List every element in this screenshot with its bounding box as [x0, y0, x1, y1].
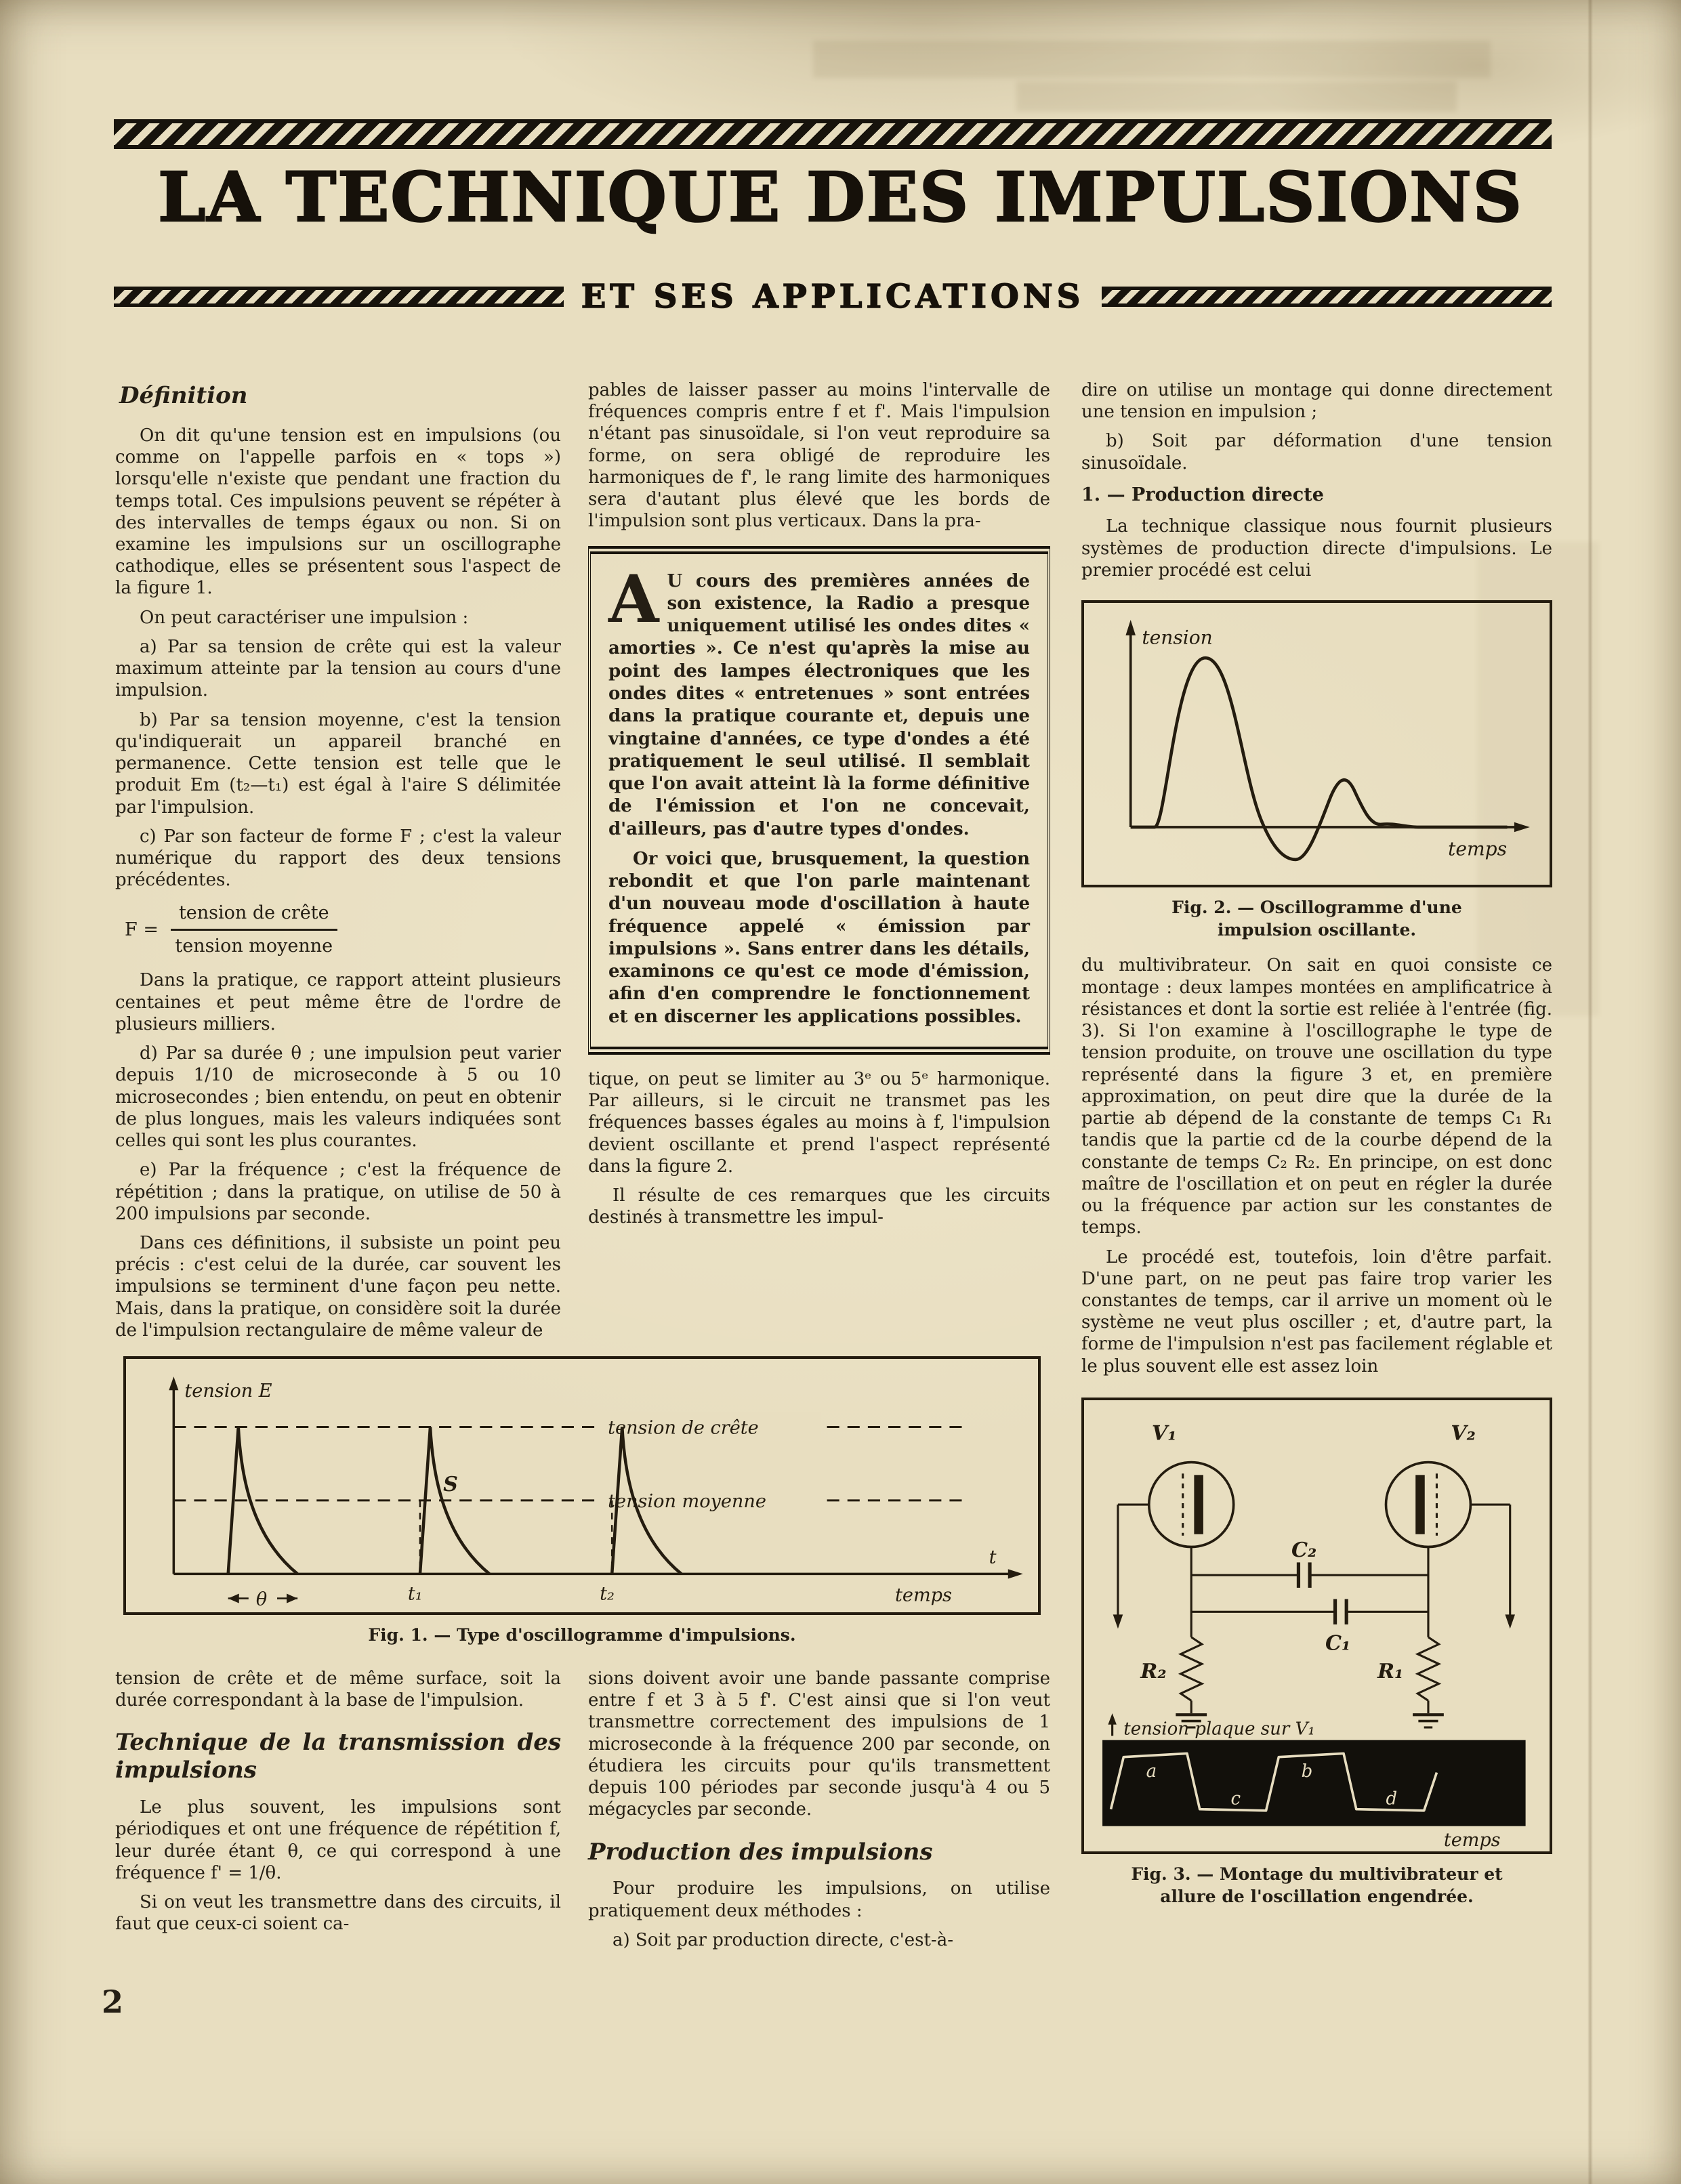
figure-1-caption: Fig. 1. — Type d'oscillogramme d'impulsions.	[368, 1624, 796, 1645]
multivibrator-circuit-diagram	[1084, 1400, 1550, 1851]
figure-2-frame	[1081, 600, 1552, 887]
formula-denominator: tension moyenne	[175, 935, 333, 957]
ground-symbol-right	[1413, 1715, 1444, 1727]
paragraph: d) Par sa durée θ ; une impulsion peut varier depuis 1/10 de microseconde à 5 ou 10 microsecondes ; bien entendu, on peut en obtenir de plus longues, mais les valeurs indiquées sont celles qui sont les plus courantes.	[115, 1043, 561, 1152]
resistor-r2	[1181, 1637, 1202, 1701]
resistor-r1-label: R₁	[1377, 1660, 1404, 1684]
tube-v1	[1149, 1463, 1234, 1547]
paragraph: dire on utilise un montage qui donne directement une tension en impulsion ;	[1081, 380, 1552, 423]
theta-arrow-left	[228, 1594, 239, 1603]
damped-oscillation-curve	[1131, 658, 1508, 860]
tube-v2-label: V₂	[1451, 1421, 1476, 1446]
output-arrow-left	[1113, 1614, 1123, 1629]
column-2-bottom	[588, 1668, 1050, 1958]
column-1-bottom	[115, 1668, 561, 1942]
subtitle-row	[114, 278, 1552, 316]
page-number: 2	[102, 1983, 124, 2020]
formula-numerator: tension de crête	[171, 902, 337, 930]
paragraph: Pour produire les impulsions, on utilise pratiquement deux méthodes :	[588, 1878, 1050, 1921]
figure-1	[123, 1356, 1041, 1646]
scope-screen	[1102, 1740, 1526, 1826]
column-2-top	[588, 379, 1050, 1236]
paragraph: tension de crête et de même surface, soit la durée correspondant à la base de l'impulsion.	[115, 1668, 561, 1711]
t2-label: t₂	[600, 1583, 615, 1605]
y-axis-label: tension E	[184, 1381, 272, 1402]
tube-v2	[1386, 1463, 1471, 1547]
paragraph: b) Soit par déformation d'une tension sinusoïdale.	[1081, 431, 1552, 474]
print-bleed-artifact	[1016, 81, 1457, 112]
formula-lhs: F =	[125, 919, 159, 940]
scope-axis-arrow	[1108, 1713, 1116, 1725]
paper-crease	[1587, 0, 1593, 2184]
point-c-label: c	[1230, 1788, 1241, 1809]
figure-2	[1081, 600, 1552, 941]
y-axis-arrow	[169, 1377, 178, 1390]
article-subtitle: ET SES APPLICATIONS	[581, 278, 1085, 316]
paragraph: Or voici que, brusquement, la question rebondit et que l'on parle maintenant d'un nouveau mode d'oscillation à haute fréquence appelé « émission par impulsions ». Sans entrer dans les détails, examinons ce qu'est ce mode d'émission, afin d'en comprendre le fonctionnement et en discerner les applications possibles.	[608, 848, 1030, 1027]
area-s-label: S	[443, 1472, 458, 1496]
y-axis-arrow	[1125, 620, 1136, 635]
oscillogram-pulses	[126, 1359, 1038, 1612]
section-heading-transmission: Technique de la transmission des impulsions	[115, 1729, 561, 1784]
t1-label: t₁	[407, 1583, 423, 1605]
paragraph: La technique classique nous fournit plusieurs systèmes de production directe d'impulsions. Le premier procédé est celui	[1081, 516, 1552, 581]
figure-3-frame	[1081, 1398, 1552, 1854]
figure-3	[1081, 1398, 1552, 1908]
figure-1-frame	[123, 1356, 1041, 1615]
capacitor-c2-label: C₂	[1291, 1538, 1317, 1563]
section-heading-production: Production des impulsions	[588, 1838, 933, 1866]
paragraph: Dans ces définitions, il subsiste un point peu précis : c'est celui de la durée, car souvent les impulsions se terminent d'une façon peu nette. Mais, dans la pratique, on considère soit la durée de l'impulsion rectangulaire de même valeur de	[115, 1233, 561, 1341]
paragraph: b) Par sa tension moyenne, c'est la tension qu'indiquerait un appareil branché en permanence. Cette tension est telle que le produit Em (t₂—t₁) est égal à l'aire S délimitée par l'impulsion.	[115, 709, 561, 818]
subsection-heading-production-directe: 1. — Production directe	[1081, 484, 1324, 505]
x-axis-arrow	[1008, 1569, 1023, 1578]
tube-v2-plate	[1415, 1475, 1425, 1534]
point-b-label: b	[1301, 1761, 1313, 1782]
figure-3-caption: Fig. 3. — Montage du multivibrateur et allure de l'oscillation engendrée.	[1131, 1864, 1503, 1906]
paragraph: sions doivent avoir une bande passante comprise entre f et 3 à 5 f'. C'est ainsi que si l'on veut transmettre correctement des impulsions de 1 microseconde à la fréquence 200 par seconde, on étudiera les circuits pour qu'ils transmettent depuis 100 périodes par seconde jusqu'à 4 ou 5 mégacycles par seconde.	[588, 1668, 1050, 1820]
capacitor-c1-label: C₁	[1325, 1631, 1351, 1656]
paragraph: On peut caractériser une impulsion :	[140, 607, 469, 628]
paragraph: Dans la pratique, ce rapport atteint plusieurs centaines et peut même être de l'ordre de plusieurs milliers.	[115, 970, 561, 1034]
decorative-hatch-right	[1102, 287, 1552, 307]
scope-title: tension plaque sur V₁	[1123, 1719, 1315, 1740]
paragraph: Le procédé est, toutefois, loin d'être parfait. D'une part, on ne peut pas faire trop varier les constantes de temps, car il arrive un moment où le système ne veut plus osciller ; et, d'autre part, la forme de l'impulsion n'est pas facilement réglable et le plus souvent elle est assez loin	[1081, 1246, 1552, 1377]
paragraph: du multivibrateur. On sait en quoi consiste ce montage : deux lampes montées en amplificatrice à résistances et dont la sortie est reliée à l'entrée (fig. 3). Si l'on examine à l'oscillographe le type de tension produite, on trouve une oscillation du type représenté dans la figure 3 et, en première approximation, on peut dire que la durée de la partie ab dépend de la constante de temps C₁ R₁ tandis que la partie cd de la courbe dépend de la constante de temps C₂ R₂. En principe, on est donc maître de l'oscillation et on peut en régler la durée ou la fréquence par action sur les constantes de temps.	[1081, 955, 1552, 1238]
paragraph: Si on veut les transmettre dans des circuits, il faut que ceux-ci soient ca-	[115, 1892, 561, 1935]
t-label: t	[989, 1547, 997, 1568]
tube-v1-label: V₁	[1151, 1421, 1177, 1446]
resistor-r2-label: R₂	[1140, 1660, 1167, 1684]
formula-form-factor	[125, 902, 561, 957]
section-heading-definition: Définition	[119, 382, 248, 409]
output-arrow-right	[1505, 1614, 1515, 1629]
point-d-label: d	[1386, 1788, 1398, 1809]
resistor-r1	[1417, 1637, 1438, 1701]
paragraph: On dit qu'une tension est en impulsions (ou comme on l'appelle parfois en « tops ») lorsqu'elle n'existe que pendant une fraction du temps total. Ces impulsions peuvent se répéter à des intervalles de temps égaux ou non. Si on examine les impulsions sur un oscillographe cathodique, elles se présentent sous l'aspect de la figure 1.	[115, 425, 561, 599]
x-axis-label: temps	[1448, 837, 1508, 860]
x-axis-label: temps	[1443, 1829, 1501, 1851]
theta-arrow-right	[287, 1594, 297, 1603]
paragraph: Il résulte de ces remarques que les circuits destinés à transmettre les impul-	[588, 1185, 1050, 1228]
theta-label: θ	[255, 1589, 268, 1610]
point-a-label: a	[1146, 1761, 1157, 1782]
y-axis-label: tension	[1142, 626, 1213, 649]
print-bleed-artifact	[813, 41, 1491, 78]
column-1-top	[115, 379, 561, 1349]
crest-label: tension de crête	[608, 1417, 759, 1439]
figure-2-caption: Fig. 2. — Oscillogramme d'une impulsion oscillante.	[1171, 898, 1462, 940]
article-title: LA TECHNIQUE DES IMPULSIONS	[158, 157, 1523, 237]
paragraph: e) Par la fréquence ; c'est la fréquence de répétition ; dans la pratique, on utilise de 50 à 200 impulsions par seconde.	[115, 1160, 561, 1224]
x-axis-label: temps	[895, 1584, 952, 1606]
highlight-box	[588, 546, 1050, 1055]
paragraph: a) Par sa tension de crête qui est la valeur maximum atteinte par la tension au cours d'une impulsion.	[115, 636, 561, 701]
dropcap-a: A	[608, 560, 659, 637]
x-axis-arrow	[1514, 822, 1530, 833]
paragraph: a) Soit par production directe, c'est-à-	[613, 1929, 954, 1950]
formula-fraction	[171, 902, 337, 957]
paragraph: U cours des premières années de son existence, la Radio a presque uniquement utilisé les ondes dites « amorties ». Ce n'est qu'après la mise au point des lampes électroniques que les ondes dites « entretenues » sont entrées dans la pratique courante et, depuis une vingtaine d'années, ce type d'ondes a été pratiquement le seul utilisé. Il semblait que l'on avait atteint là la forme définitive de l'émission et l'on ne concevait, d'ailleurs, pas d'autre types d'ondes.	[608, 570, 1030, 839]
decorative-hatch-rule-top	[114, 119, 1552, 149]
decorative-hatch-left	[114, 287, 564, 307]
mean-label: tension moyenne	[608, 1490, 766, 1512]
paragraph: Le plus souvent, les impulsions sont périodiques et ont une fréquence de répétition f, leur durée étant θ, ce qui correspond à une fréquence f' = 1/θ.	[115, 1797, 561, 1883]
paragraph: c) Par son facteur de forme F ; c'est la valeur numérique du rapport des deux tensions précédentes.	[115, 826, 561, 891]
paragraph: pables de laisser passer au moins l'intervalle de fréquences compris entre f et f'. Mais l'impulsion n'étant pas sinusoïdale, si l'on veut reproduire sa forme, on sera obligé de reproduire les harmoniques de f', le rang limite des harmoniques sera d'autant plus élevé que les bords de l'impulsion sont plus verticaux. Dans la pra-	[588, 380, 1050, 532]
column-3	[1081, 379, 1552, 1908]
tube-v1-plate	[1194, 1475, 1203, 1534]
paragraph: tique, on peut se limiter au 3ᵉ ou 5ᵉ harmonique. Par ailleurs, si le circuit ne transmet pas les fréquences basses égales au moins à f, l'impulsion devient oscillante et prend l'aspect représenté dans la figure 2.	[588, 1068, 1050, 1177]
oscillogram-damped-pulse	[1084, 603, 1550, 885]
